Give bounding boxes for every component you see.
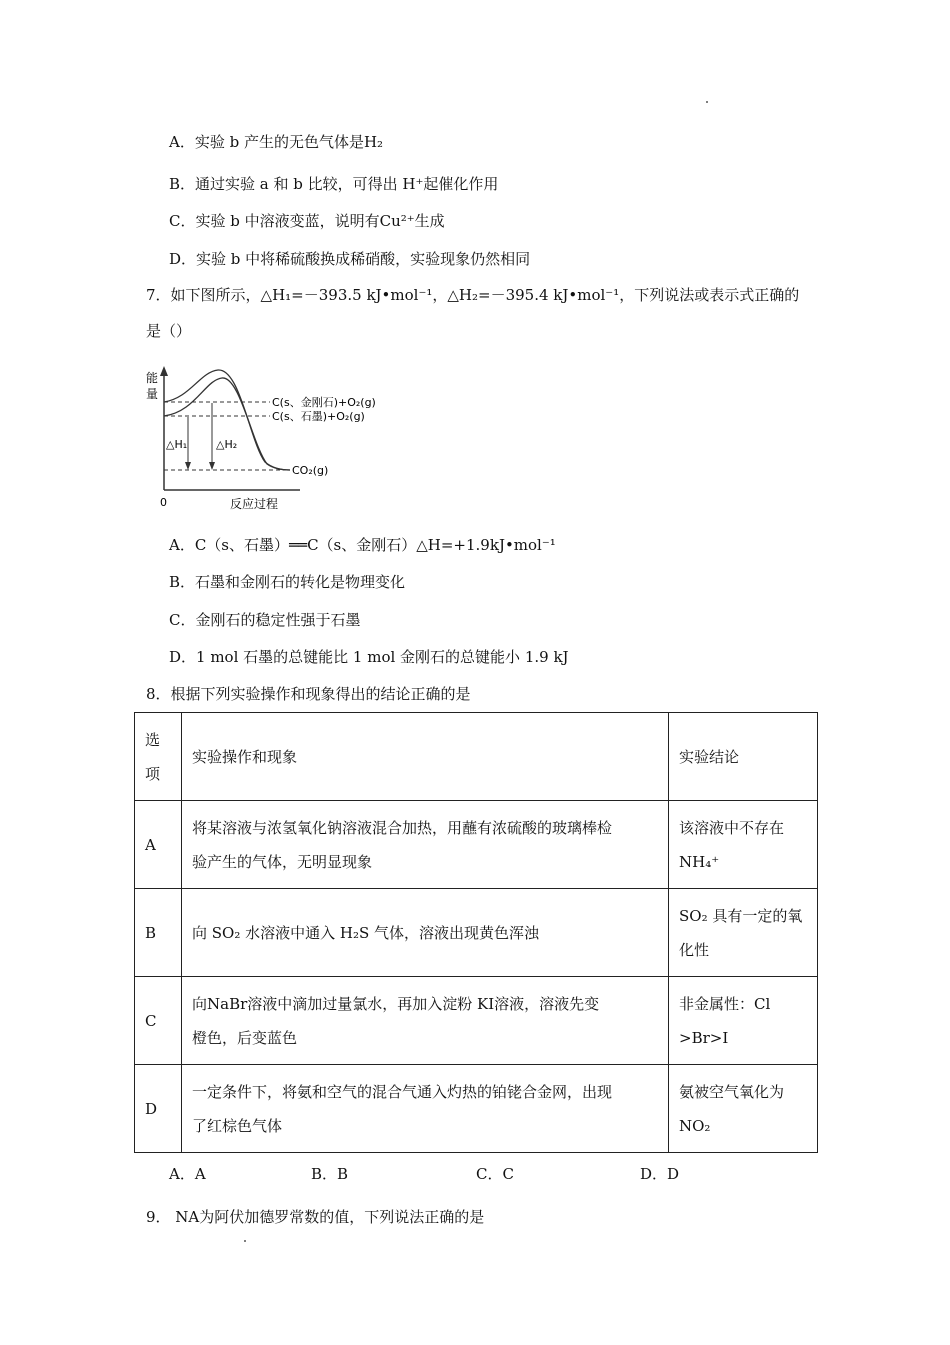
row-operation-line1: 一定条件下，将氨和空气的混合气通入灼热的铂铑合金网，出现 xyxy=(192,1082,613,1101)
header-option-1: 选 xyxy=(145,730,161,749)
q6-option-a: A．实验 b 产生的无色气体是H₂ xyxy=(169,133,384,151)
q8-answer-c: C．C xyxy=(476,1165,514,1183)
level-graphite: C(s、石墨)+O₂(g) xyxy=(272,410,365,423)
row-operation xyxy=(182,1065,669,1153)
row-conclusion-line1: 非金属性：Cl xyxy=(679,994,771,1013)
q7-option-d: D．1 mol 石墨的总键能比 1 mol 金刚石的总键能小 1.9 kJ xyxy=(169,648,569,666)
x-axis-label: 反应过程 xyxy=(230,497,279,511)
row-operation-line2: 橙色，后变蓝色 xyxy=(192,1028,298,1047)
row-conclusion-line1: 该溶液中不存在 xyxy=(679,818,785,837)
q8-answer-d: D．D xyxy=(640,1165,680,1183)
q8-answer-b: B．B xyxy=(311,1165,349,1183)
row-conclusion-line2: NH₄⁺ xyxy=(679,852,720,871)
q6-option-c: C．实验 b 中溶液变蓝，说明有Cu²⁺生成 xyxy=(169,212,445,230)
row-conclusion-line1: SO₂ 具有一定的氧 xyxy=(679,906,803,925)
q9-stem: 9． NA为阿伏加德罗常数的值，下列说法正确的是 xyxy=(146,1208,485,1226)
header-conclusion: 实验结论 xyxy=(669,713,818,801)
row-operation-line1: 向 SO₂ 水溶液中通入 H₂S 气体，溶液出现黄色浑浊 xyxy=(192,923,540,942)
row-conclusion xyxy=(669,889,818,977)
row-label: D xyxy=(135,1065,182,1153)
q7-option-a: A．C（s、石墨）══C（s、金刚石）△H=+1.9kJ•mol⁻¹ xyxy=(169,536,556,554)
header-operation: 实验操作和现象 xyxy=(182,713,669,801)
row-operation-line2: 了红棕色气体 xyxy=(192,1116,283,1135)
row-conclusion xyxy=(669,977,818,1065)
row-operation xyxy=(182,889,669,977)
q8-stem: 8．根据下列实验操作和现象得出的结论正确的是 xyxy=(146,685,471,703)
energy-diagram xyxy=(140,362,410,512)
row-label: A xyxy=(135,801,182,889)
row-operation-line2: 验产生的气体，无明显现象 xyxy=(192,852,373,871)
row-conclusion xyxy=(669,1065,818,1153)
row-operation-line1: 将某溶液与浓氢氧化钠溶液混合加热，用蘸有浓硫酸的玻璃棒检 xyxy=(192,818,613,837)
q8-answer-a: A．A xyxy=(169,1165,206,1183)
level-co2: CO₂(g) xyxy=(292,464,329,477)
dh2-label: △H₂ xyxy=(216,438,238,451)
table-row xyxy=(135,801,818,889)
q7-stem-line1: 7．如下图所示，△H₁=－393.5 kJ•mol⁻¹，△H₂=－395.4 kJ•mol⁻¹，下列说法或表示式正确的 xyxy=(146,286,800,304)
row-conclusion-line2: 化性 xyxy=(679,940,710,959)
q6-option-b: B．通过实验 a 和 b 比较，可得出 H⁺起催化作用 xyxy=(169,175,499,193)
q7-option-b: B．石墨和金刚石的转化是物理变化 xyxy=(169,573,406,591)
y-axis-label-2: 量 xyxy=(146,387,159,401)
row-operation xyxy=(182,801,669,889)
row-conclusion-line2: NO₂ xyxy=(679,1116,711,1135)
row-operation xyxy=(182,977,669,1065)
q7-option-c: C．金刚石的稳定性强于石墨 xyxy=(169,611,361,629)
row-conclusion xyxy=(669,801,818,889)
origin-label: 0 xyxy=(160,496,167,509)
table-row xyxy=(135,889,818,977)
page-speck xyxy=(244,1240,246,1242)
page-speck xyxy=(706,101,708,103)
q7-stem-line2: 是（） xyxy=(146,322,192,340)
row-label: B xyxy=(135,889,182,977)
row-conclusion-line2: >Br>I xyxy=(679,1028,729,1047)
table-header-row xyxy=(135,713,818,801)
dh1-label: △H₁ xyxy=(166,438,188,451)
y-axis-label-1: 能 xyxy=(146,371,159,385)
table-row xyxy=(135,977,818,1065)
row-conclusion-line1: 氨被空气氧化为 xyxy=(679,1082,785,1101)
row-label: C xyxy=(135,977,182,1065)
header-option xyxy=(135,713,182,801)
q8-table xyxy=(134,712,818,1153)
q6-option-d: D．实验 b 中将稀硫酸换成稀硝酸，实验现象仍然相同 xyxy=(169,250,531,268)
header-option-2: 项 xyxy=(145,764,161,783)
table-row xyxy=(135,1065,818,1153)
row-operation-line1: 向NaBr溶液中滴加过量氯水，再加入淀粉 KI溶液，溶液先变 xyxy=(192,994,600,1013)
level-diamond: C(s、金刚石)+O₂(g) xyxy=(272,396,376,409)
